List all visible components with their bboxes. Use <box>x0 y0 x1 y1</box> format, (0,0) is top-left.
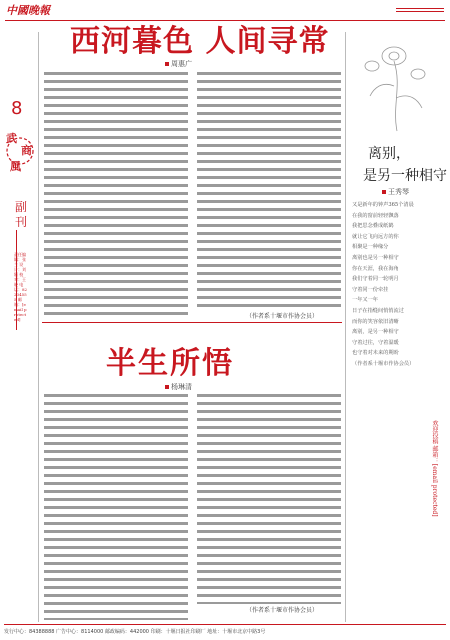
article1-title: 西河暮色 人间寻常 <box>70 24 330 59</box>
article2-title: 半生所悟 <box>106 346 234 381</box>
poem-line: 一年又一年 <box>352 297 378 304</box>
editors-info: 责任编辑：张兰 设计：刘颖 校对：王晓 电话：82234555 邮箱：[email protected] <box>14 252 28 322</box>
section-char-1: 武 <box>6 132 17 145</box>
article1-right-text <box>197 72 341 310</box>
section-char-2: 商 <box>21 144 32 157</box>
article-divider <box>42 322 342 323</box>
poem-line: 你在天涯，我在海角 <box>352 265 399 272</box>
submission-notice: 欢迎投稿 邮箱：[email protected] <box>431 420 438 517</box>
poem-line: 也守着对未来的期盼 <box>352 350 399 357</box>
poem-line: 离别也是另一种相守 <box>352 254 399 261</box>
right-column-rule <box>345 32 346 622</box>
poem-title-line2: 是另一种相守 <box>363 168 447 184</box>
poem-line: 又是新年的钟声365个清晨 <box>352 202 414 208</box>
article2-note: （作者系十堰市作协会员） <box>246 607 319 614</box>
section-char-3: 風 <box>10 160 21 173</box>
poem-line: 而你的笑容依旧清晰 <box>352 318 399 325</box>
masthead: 中國晚報 <box>6 4 50 17</box>
poem-author: 王秀琴 <box>382 187 409 197</box>
poem-line: 我把思念叠成纸鹤 <box>352 223 394 230</box>
article1-author: 周惠广 <box>165 59 192 69</box>
poem-line: 日子在指缝间悄悄流过 <box>352 307 404 314</box>
article1-left-text <box>44 72 188 316</box>
masthead-ornament-icon <box>396 4 444 16</box>
section-badge <box>4 128 36 174</box>
article2-left-text <box>44 394 188 620</box>
poem-line: 守着同一份牵挂 <box>352 286 389 293</box>
poem-line: 离别，是另一种相守 <box>352 329 399 336</box>
poem-title-line1: 离别， <box>368 146 410 162</box>
flower-illustration-icon <box>352 26 442 136</box>
article2-author: 杨琳清 <box>165 382 192 392</box>
article2-right-text <box>197 394 341 604</box>
footer-rule <box>4 624 446 625</box>
page-number: 8 <box>11 98 23 119</box>
poem-line: 就让它飞向远方的你 <box>352 233 399 240</box>
left-column-rule <box>38 32 39 622</box>
section-label: 副刊 <box>14 200 27 229</box>
poem-text <box>352 200 442 370</box>
footer-info: 发行中心：84388888 广告中心：8114000 邮政编码：442000 印刷：十堰日报社印刷厂 地址：十堰市北京中路3号 <box>4 629 266 635</box>
poem-line: 相聚是一种缘分 <box>352 244 389 251</box>
poem-line: 守着过往，守着温暖 <box>352 339 399 346</box>
poem-line: 我们守着同一轮明月 <box>352 276 399 283</box>
poem-note: （作者系十堰市作协会员） <box>352 360 415 367</box>
article1-note: （作者系十堰市作协会员） <box>246 313 319 320</box>
poem-line: 在我的窗前轻轻飘落 <box>352 212 399 219</box>
